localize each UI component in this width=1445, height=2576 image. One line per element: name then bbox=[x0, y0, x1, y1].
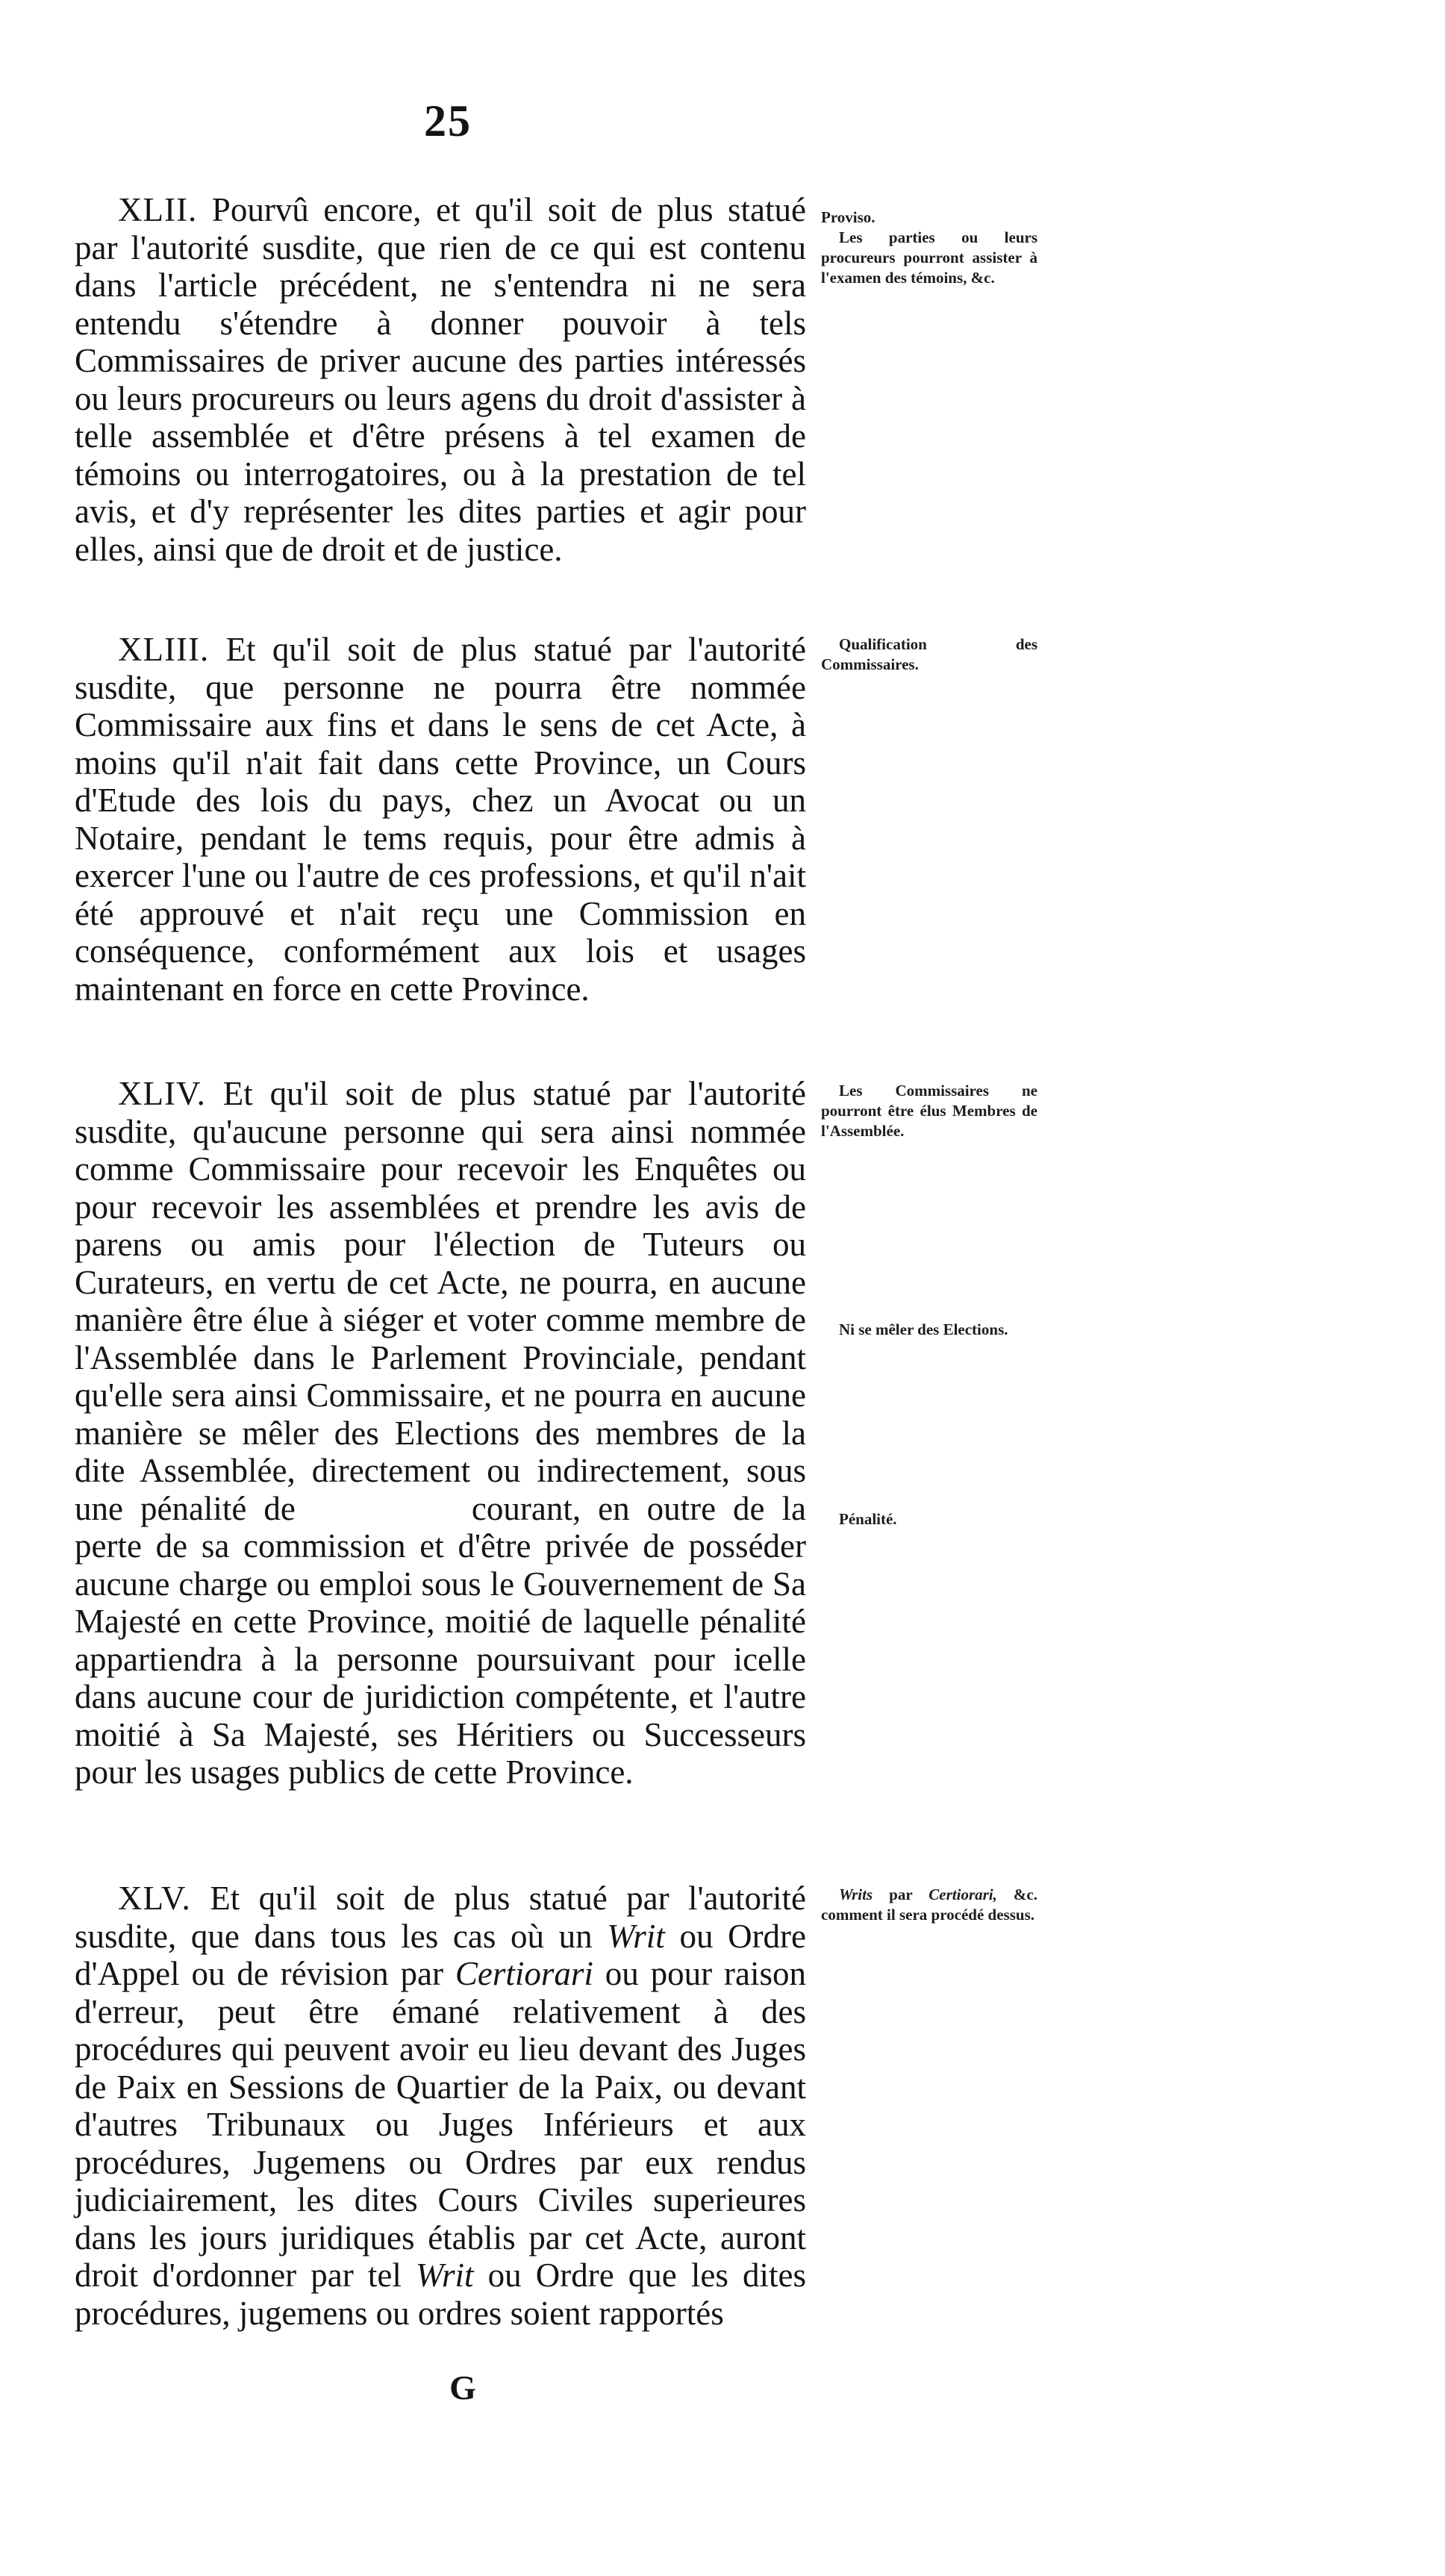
article-xlii bbox=[75, 191, 806, 568]
margin-note-proviso: Proviso. bbox=[821, 208, 876, 226]
margin-note-qualification: Qualification des Commissaires. bbox=[821, 635, 1037, 673]
margin-note-penalite: Pénalité. bbox=[839, 1510, 897, 1528]
article-xlii-paragraph bbox=[75, 191, 806, 568]
article-xliv bbox=[75, 1075, 806, 1791]
article-xlv-paragraph bbox=[75, 1880, 806, 2332]
article-text-after-blank: courant, en outre de la perte de sa commission et d'être privée de posséder aucune charge ou emploi sous le Gouvernement de Sa Majesté en cette Province, moitié de laquelle pénalité appartiendra à la personne poursuivant pour icelle dans aucune cour de juridiction compétente, et l'autre moitié à Sa Majesté, ses Héritiers ou Successeurs pour les usages publics de cette Province. bbox=[75, 1489, 807, 1791]
article-number: XLIV. bbox=[118, 1075, 206, 1112]
article-text-part: Et qu'il soit de plus statué par l'autorité susdite, que dans tous les cas où un bbox=[75, 1880, 806, 1955]
writs-rest: &c. comment il sera procédé dessus. bbox=[821, 1886, 1037, 1924]
writs-term: Writs bbox=[839, 1886, 873, 1903]
article-text-part: ou Ordre d'Appel ou de révision par bbox=[75, 1917, 807, 1992]
article-text-part: ou Ordre que les dites procédures, jugemens ou ordres soient rapportés bbox=[75, 2257, 806, 2332]
article-number: XLV. bbox=[118, 1880, 191, 1917]
signature-mark: G bbox=[449, 2368, 476, 2407]
writs-certiorari: Certiorari, bbox=[929, 1886, 997, 1903]
writ-term: Writ bbox=[415, 2257, 474, 2294]
article-text-part: ou pour raison d'erreur, peut être émané relativement à des procédures qui peuvent avoir eu lieu devant des Juges de Paix en Sessions de Quartier de la Paix, ou devant d'autres Tribunaux ou Juges Inférieurs et aux procédures, Jugemens ou Ordres par eux rendus judiciairement, les dites Cours Civiles superieures dans les jours juridiques établis par cet Acte, auront droit d'ordonner par tel bbox=[75, 1955, 806, 2294]
page-number: 25 bbox=[424, 96, 472, 146]
article-xliii bbox=[75, 631, 806, 1008]
writ-term: Writ bbox=[607, 1917, 665, 1955]
article-text-before-blank: Et qu'il soit de plus statué par l'autorité susdite, qu'aucune personne qui sera ainsi nommée comme Commissaire pour recevoir les Enquêtes ou pour recevoir les assemblées et prendre les avis de parens ou amis pour l'élection de Tuteurs ou Curateurs, en vertu de cet Acte, ne pourra, en aucune manière être élue à siéger et voter comme membre de l'Assemblée dans le Parlement Provinciale, pendant qu'elle sera ainsi Commissaire, et ne pourra en aucune manière se mêler des Elections des membres de la dite Assemblée, directement ou indirectement, sous une pénalité de bbox=[75, 1075, 806, 1527]
article-number: XLIII. bbox=[118, 631, 210, 668]
margin-note-parties: Les parties ou leurs procureurs pourront assister à l'examen des témoins, &c. bbox=[821, 228, 1037, 287]
article-text: Pourvû encore, et qu'il soit de plus statué par l'autorité susdite, que rien de ce qui est contenu dans l'article précédent, ne s'entendra ni ne sera entendu s'étendre à donner pouvoir à tels Commissaires de priver aucune des parties intéressés ou leurs procureurs ou leurs agens du droit d'assister à telle assemblée et d'être présens à tel examen de témoins ou interrogatoires, ou à la prestation de tel avis, et d'y représenter les dites parties et agir pour elles, ainsi que de droit et de justice. bbox=[75, 191, 806, 568]
certiorari-term: Certiorari bbox=[455, 1955, 593, 1992]
article-number: XLII. bbox=[118, 191, 198, 228]
article-text: Et qu'il soit de plus statué par l'autorité susdite, que personne ne pourra être nommée Commissaire aux fins et dans le sens de cet Acte, à moins qu'il n'ait fait dans cette Province, un Cours d'Etude des lois du pays, chez un Avocat ou un Notaire, pendant le tems requis, pour être admis à exercer l'une ou l'autre de ces professions, et qu'il n'ait été approuvé et n'ait reçu une Commission en conséquence, conformément aux lois et usages maintenant en force en cette Province. bbox=[75, 631, 806, 1008]
article-xliv-paragraph bbox=[75, 1075, 806, 1791]
margin-note-elections: Ni se mêler des Elections. bbox=[839, 1320, 1008, 1338]
article-xlv bbox=[75, 1880, 806, 2332]
writs-par: par bbox=[889, 1886, 913, 1903]
margin-note-membres: Les Commissaires ne pourront être élus Membres de l'Assemblée. bbox=[821, 1082, 1037, 1140]
article-xliii-paragraph bbox=[75, 631, 806, 1008]
margin-note-writs bbox=[821, 1885, 1037, 1925]
